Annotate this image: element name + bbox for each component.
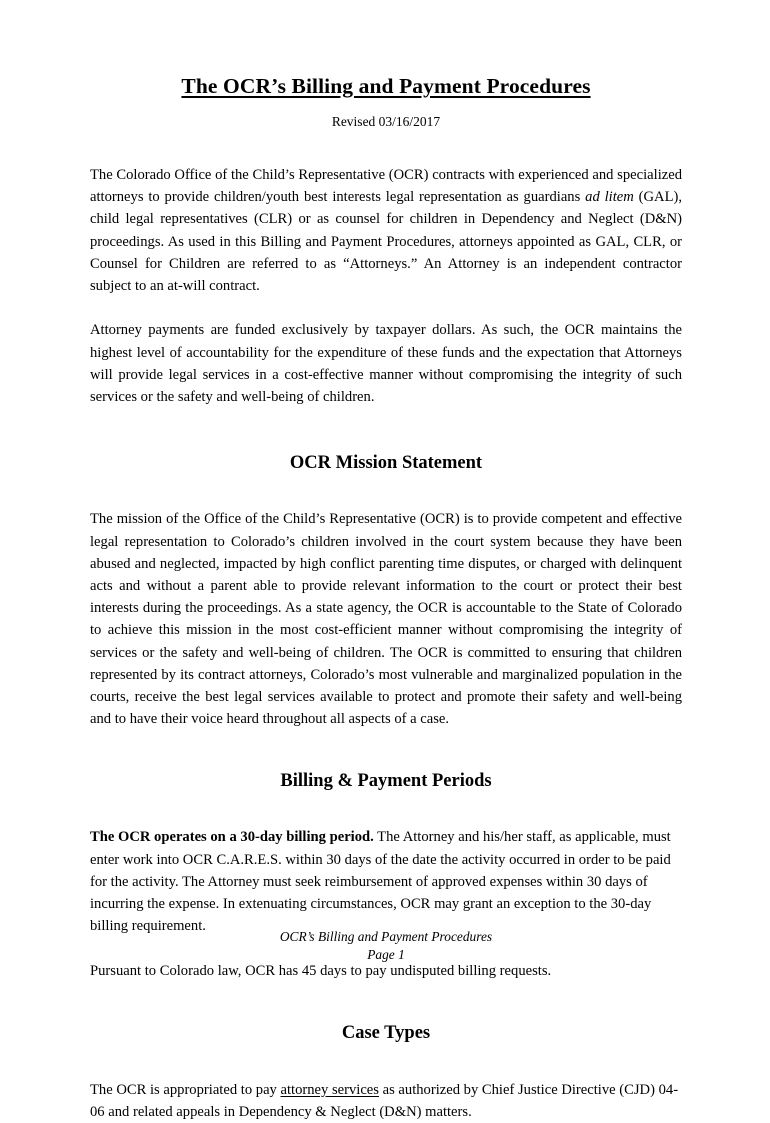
footer-document-name: OCR’s Billing and Payment Procedures	[279, 929, 493, 944]
case-types-text-part2: as authorized by Chief Justice Directive (CJD) 04-06 and related appeals in Dependency & Neglect (D&N) matters.	[90, 1082, 679, 1121]
page-footer	[90, 928, 682, 963]
page-title	[90, 0, 682, 100]
heading-ocr-mission-statement: OCR Mission Statement	[289, 453, 483, 474]
footer-page-number: Page 1	[367, 946, 405, 962]
case-types-underlined-attorney-services: attorney services	[280, 1082, 379, 1099]
paragraph-taxpayer-funding: Attorney payments are funded exclusively by taxpayer dollars. As such, the OCR maintains the highest level of accountability for the expenditure of these funds and the expectation that Attorneys will provide legal services in a cost-effective manner without compromising the integrity of such services or the safety and well-being of children.	[90, 322, 682, 405]
intro-italic-ad-litem: ad litem	[585, 189, 634, 206]
paragraph-case-types	[90, 1045, 682, 1123]
billing-lead-bold: The OCR operates on a 30-day billing period.	[90, 829, 374, 846]
paragraph-pursuant-colorado-law: Pursuant to Colorado law, OCR has 45 days to pay undisputed billing requests.	[90, 962, 552, 979]
heading-billing-payment-periods: Billing & Payment Periods	[280, 771, 492, 792]
revision-date: Revised 03/16/2017	[331, 113, 441, 129]
page-title-text: The OCR’s Billing and Payment Procedures	[181, 74, 591, 98]
paragraph-billing-period	[90, 793, 682, 937]
billing-body-text: The Attorney and his/her staff, as applicable, must enter work into OCR C.A.R.E.S. within 30 days of the date the activity occurred in order to be paid for the activity. The Attorney must seek reimbursement of approved expenses within 30 days of incurring the expense. In extenuating circumstances, OCR may grant an exception to the 30-day billing requirement.	[90, 829, 671, 935]
paragraph-mission-statement: The mission of the Office of the Child’s Representative (OCR) is to provide competent and effective legal representation to Colorado’s children involved in the court system because they have been abused and neglected, impacted by high conflict parenting time disputes, or charged with delinquent acts and without a parent able to provide relevant information to the court or protect their best interests during the proceedings. As a state agency, the OCR is accountable to the State of Colorado to achieve this mission in the most cost-efficient manner without compromising the integrity of services or the safety and well-being of children. The OCR is committed to ensuring that children represented by its contract attorneys, Colorado’s most vulnerable and marginalized population in the courts, receive the best legal services available to protect and promote their safety and well-being and to have their voice heard throughout all aspects of a case.	[90, 511, 682, 728]
case-types-text-part1: The OCR is appropriated to pay	[90, 1082, 281, 1099]
intro-text-part1: The Colorado Office of the Child’s Representative (OCR) contracts with experienced and specialized attorneys to provide children/youth best interests legal representation as guardians	[90, 166, 682, 206]
paragraph-introduction	[90, 130, 682, 297]
intro-text-part2: (GAL), child legal representatives (CLR) or as counsel for children in Dependency and Neglect (D&N) proceedings. As used in this Billing and Payment Procedures, attorneys appointed as GAL, CLR, or Counsel for Children are referred to as “Attorneys.” An Attorney is an independent contractor subject to an at-will contract.	[90, 189, 682, 294]
heading-case-types: Case Types	[341, 1022, 431, 1043]
